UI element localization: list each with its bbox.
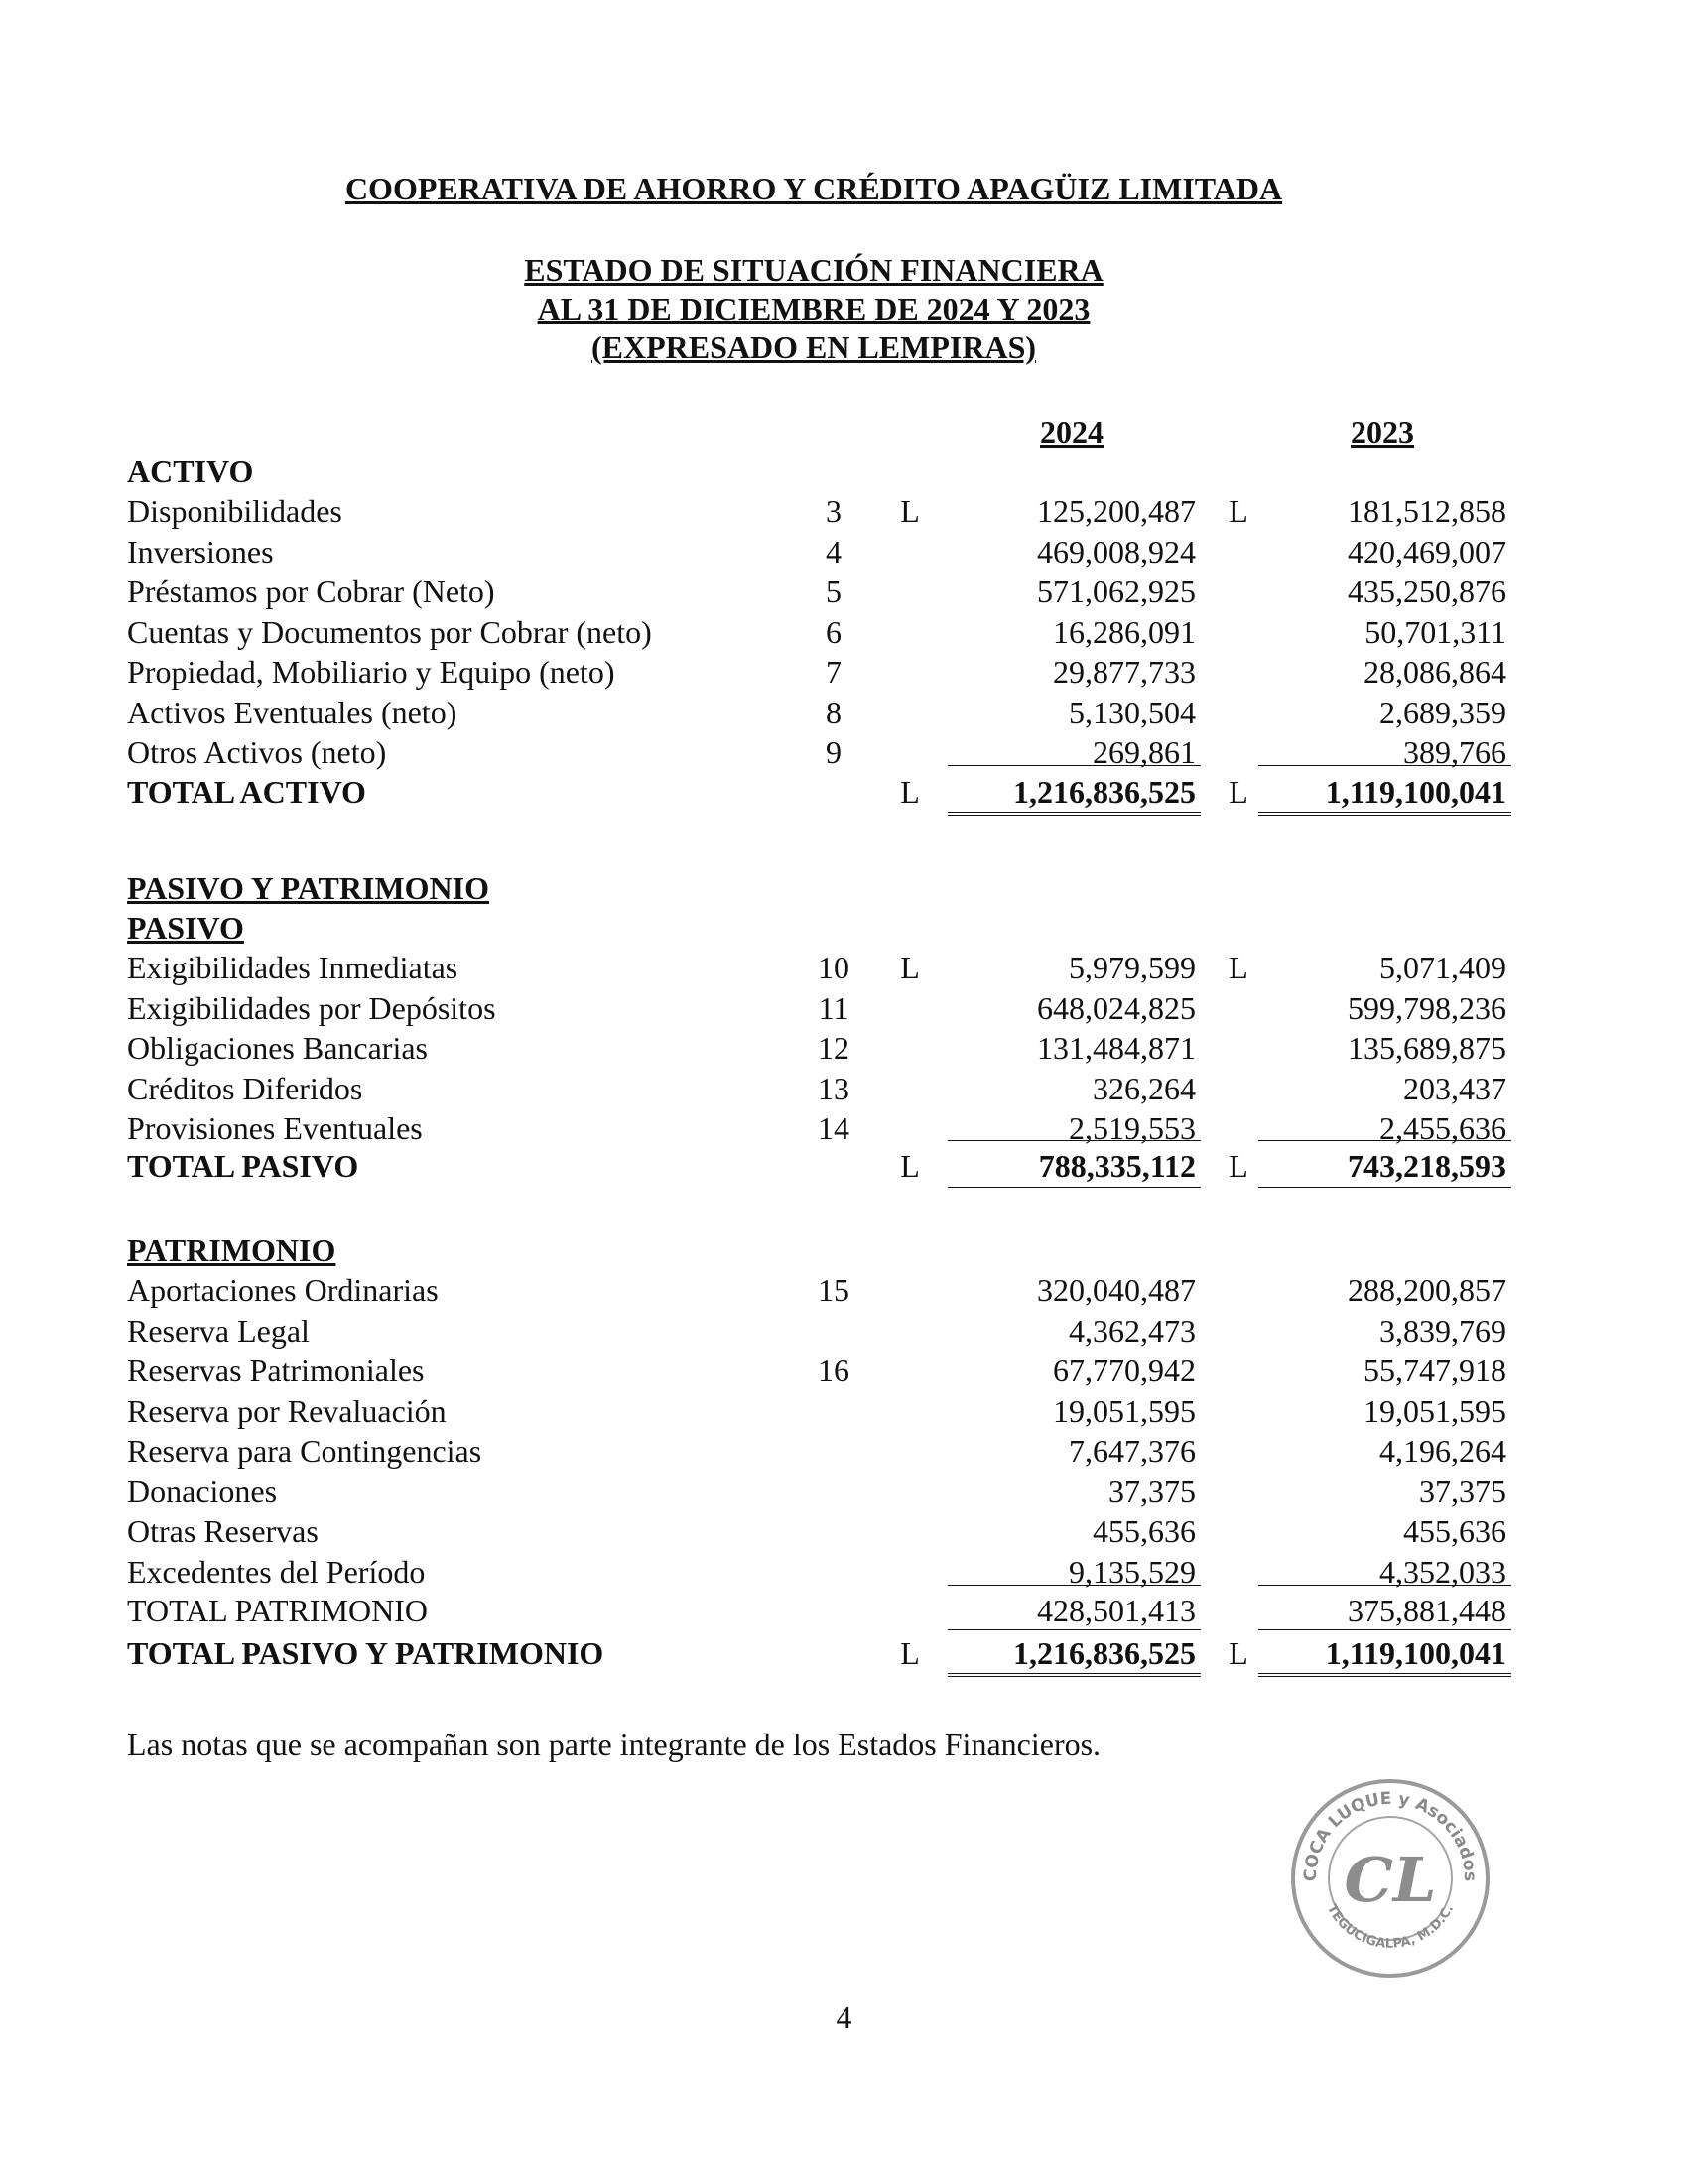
activo-row — [0, 491, 1688, 531]
row-label: Obligaciones Bancarias — [127, 1030, 428, 1066]
row-label: Reservas Patrimoniales — [127, 1352, 425, 1388]
total-patrimonio-row — [0, 1591, 1688, 1630]
row-label: Propiedad, Mobiliario y Equipo (neto) — [127, 654, 615, 690]
currency-symbol-2024: L — [900, 774, 920, 810]
currency-symbol-2023: L — [1229, 1148, 1248, 1184]
activo-row — [0, 572, 1688, 611]
row-label: Créditos Diferidos — [127, 1070, 363, 1106]
patrimonio-row — [0, 1472, 1688, 1511]
activo-row — [0, 652, 1688, 692]
year-2024-header: 2024 — [1040, 414, 1104, 450]
row-label: Disponibilidades — [127, 493, 342, 529]
activo-row — [0, 612, 1688, 652]
patrimonio-row — [0, 1431, 1688, 1471]
amount-2023: 455,636 — [1403, 1513, 1506, 1549]
svg-text:CL: CL — [1344, 1844, 1437, 1916]
row-label: Activos Eventuales (neto) — [127, 694, 457, 730]
single-underline — [948, 1187, 1201, 1188]
amount-2024: 131,484,871 — [1037, 1030, 1196, 1066]
row-label: Reserva para Contingencias — [127, 1433, 482, 1469]
amount-2023: 420,469,007 — [1348, 533, 1506, 570]
amount-2024: 67,770,942 — [1053, 1352, 1196, 1388]
amount-2024: 469,008,924 — [1037, 533, 1196, 570]
amount-2024: 428,501,413 — [1037, 1593, 1196, 1628]
single-underline — [1258, 1629, 1511, 1630]
row-label: Otros Activos (neto) — [127, 734, 387, 770]
pasivo-row — [0, 1069, 1688, 1108]
amount-2024: 788,335,112 — [1038, 1148, 1196, 1184]
note-number: 16 — [818, 1352, 849, 1388]
amount-2024: 571,062,925 — [1037, 574, 1196, 609]
note-number: 9 — [826, 734, 842, 770]
row-label: Reserva Legal — [127, 1312, 310, 1349]
amount-2024: 16,286,091 — [1053, 613, 1196, 650]
amount-2024: 648,024,825 — [1037, 989, 1196, 1026]
currency-note: (EXPRESADO EN LEMPIRAS) — [590, 329, 1037, 365]
currency-symbol-2023: L — [1229, 1635, 1248, 1671]
section-activo-heading — [0, 451, 1688, 491]
note-number: 12 — [818, 1030, 849, 1066]
row-label: Provisiones Eventuales — [127, 1110, 423, 1146]
section-pasivo-heading — [0, 908, 1688, 948]
patrimonio-row — [0, 1311, 1688, 1350]
note-number: 11 — [818, 989, 849, 1026]
row-label: TOTAL PATRIMONIO — [127, 1593, 428, 1628]
note-number: 10 — [818, 950, 849, 985]
note-number: 13 — [818, 1070, 849, 1106]
single-underline — [948, 1140, 1201, 1141]
activo-row — [0, 693, 1688, 732]
activo-row — [0, 532, 1688, 572]
row-label: Aportaciones Ordinarias — [127, 1272, 439, 1308]
row-label: Inversiones — [127, 533, 274, 570]
activo-row — [0, 732, 1688, 772]
amount-2023: 1,119,100,041 — [1325, 1635, 1506, 1671]
row-label: Exigibilidades por Depósitos — [127, 989, 496, 1026]
single-underline — [948, 1629, 1201, 1630]
note-number: 14 — [818, 1110, 849, 1146]
note-number: 8 — [826, 694, 842, 730]
svg-text:TEGUCIGALPA, M.D.C.: TEGUCIGALPA, M.D.C. — [1323, 1902, 1458, 1952]
amount-2024: 1,216,836,525 — [1013, 774, 1196, 810]
amount-2023: 3,839,769 — [1379, 1312, 1506, 1349]
amount-2024: 326,264 — [1093, 1070, 1196, 1106]
amount-2023: 743,218,593 — [1348, 1148, 1506, 1184]
patrimonio-row — [0, 1350, 1688, 1390]
double-underline — [1258, 1673, 1511, 1677]
pasivo-row — [0, 1108, 1688, 1148]
row-label: Excedentes del Período — [127, 1553, 426, 1590]
amount-2024: 29,877,733 — [1053, 654, 1196, 690]
row-label: Donaciones — [127, 1473, 278, 1509]
section-heading: PASIVO — [127, 910, 244, 946]
company-name: COOPERATIVA DE AHORRO Y CRÉDITO APAGÜIZ LIMITADA — [344, 171, 1283, 206]
note-number: 5 — [826, 574, 842, 609]
double-underline — [948, 1673, 1201, 1677]
amount-2023: 435,250,876 — [1348, 574, 1506, 609]
footnote: Las notas que se acompañan son parte integrante de los Estados Financieros. — [127, 1727, 1102, 1762]
amount-2024: 37,375 — [1108, 1473, 1196, 1509]
amount-2024: 2,519,553 — [1069, 1110, 1196, 1146]
year-header-row — [0, 412, 1688, 451]
total-pasivo-row — [0, 1146, 1688, 1186]
row-label: Préstamos por Cobrar (Neto) — [127, 574, 495, 609]
row-label: TOTAL ACTIVO — [127, 774, 366, 810]
patrimonio-row — [0, 1511, 1688, 1551]
currency-symbol-2024: L — [900, 950, 920, 985]
note-number: 7 — [826, 654, 842, 690]
amount-2023: 181,512,858 — [1348, 493, 1506, 529]
row-label: TOTAL PASIVO — [127, 1148, 359, 1184]
patrimonio-row — [0, 1270, 1688, 1310]
amount-2023: 55,747,918 — [1363, 1352, 1506, 1388]
patrimonio-row — [0, 1391, 1688, 1431]
amount-2023: 599,798,236 — [1348, 989, 1506, 1026]
single-underline — [1258, 1585, 1511, 1586]
single-underline — [1258, 765, 1511, 766]
statement-date: AL 31 DE DICIEMBRE DE 2024 Y 2023 — [537, 291, 1091, 326]
amount-2024: 5,130,504 — [1069, 694, 1196, 730]
amount-2024: 320,040,487 — [1037, 1272, 1196, 1308]
note-number: 15 — [818, 1272, 849, 1308]
section-pasivo-patrimonio-heading — [0, 868, 1688, 908]
auditor-seal-stamp — [1286, 1774, 1494, 1983]
amount-2023: 389,766 — [1403, 734, 1506, 770]
statement-title: ESTADO DE SITUACIÓN FINANCIERA — [524, 252, 1104, 288]
row-label: Exigibilidades Inmediatas — [127, 950, 458, 985]
currency-symbol-2024: L — [900, 493, 920, 529]
svg-text:COCA LUQUE y Asociados: COCA LUQUE y Asociados — [1300, 1788, 1481, 1882]
amount-2023: 4,352,033 — [1379, 1553, 1506, 1590]
amount-2023: 50,701,311 — [1364, 613, 1506, 650]
currency-symbol-2023: L — [1229, 950, 1248, 985]
row-label: Cuentas y Documentos por Cobrar (neto) — [127, 613, 652, 650]
single-underline — [948, 765, 1201, 766]
amount-2024: 455,636 — [1093, 1513, 1196, 1549]
single-underline — [1258, 1140, 1511, 1141]
currency-symbol-2024: L — [900, 1635, 920, 1671]
note-number: 3 — [826, 493, 842, 529]
amount-2023: 37,375 — [1419, 1473, 1506, 1509]
amount-2023: 2,689,359 — [1379, 694, 1506, 730]
amount-2024: 125,200,487 — [1037, 493, 1196, 529]
single-underline — [948, 1585, 1201, 1586]
amount-2023: 19,051,595 — [1363, 1392, 1506, 1429]
amount-2023: 2,455,636 — [1379, 1110, 1506, 1146]
row-label: Reserva por Revaluación — [127, 1392, 447, 1429]
single-underline — [1258, 1187, 1511, 1188]
double-underline — [948, 812, 1201, 816]
row-label: TOTAL PASIVO Y PATRIMONIO — [127, 1635, 604, 1671]
year-2023-header: 2023 — [1351, 414, 1414, 450]
amount-2024: 4,362,473 — [1069, 1312, 1196, 1349]
amount-2024: 7,647,376 — [1069, 1433, 1196, 1469]
amount-2024: 19,051,595 — [1053, 1392, 1196, 1429]
pasivo-row — [0, 1028, 1688, 1068]
section-heading: PASIVO Y PATRIMONIO — [127, 870, 489, 906]
currency-symbol-2023: L — [1229, 493, 1248, 529]
section-heading: PATRIMONIO — [127, 1232, 336, 1268]
amount-2023: 135,689,875 — [1348, 1030, 1506, 1066]
amount-2023: 28,086,864 — [1363, 654, 1506, 690]
pasivo-row — [0, 988, 1688, 1028]
page-number: 4 — [836, 1999, 852, 2035]
section-patrimonio-heading — [0, 1230, 1688, 1270]
currency-symbol-2023: L — [1229, 774, 1248, 810]
pasivo-row — [0, 948, 1688, 987]
row-label: Otras Reservas — [127, 1513, 319, 1549]
amount-2023: 5,071,409 — [1379, 950, 1506, 985]
currency-symbol-2024: L — [900, 1148, 920, 1184]
amount-2024: 5,979,599 — [1069, 950, 1196, 985]
amount-2024: 269,861 — [1093, 734, 1196, 770]
amount-2023: 375,881,448 — [1348, 1593, 1506, 1628]
amount-2023: 1,119,100,041 — [1325, 774, 1506, 810]
note-number: 6 — [826, 613, 842, 650]
amount-2024: 9,135,529 — [1069, 1553, 1196, 1590]
amount-2024: 1,216,836,525 — [1013, 1635, 1196, 1671]
section-heading: ACTIVO — [127, 453, 254, 489]
total-pasivo-patrimonio-row — [0, 1633, 1688, 1673]
double-underline — [1258, 812, 1511, 816]
amount-2023: 203,437 — [1403, 1070, 1506, 1106]
note-number: 4 — [826, 533, 842, 570]
amount-2023: 288,200,857 — [1348, 1272, 1506, 1308]
total-activo-row — [0, 772, 1688, 812]
amount-2023: 4,196,264 — [1379, 1433, 1506, 1469]
